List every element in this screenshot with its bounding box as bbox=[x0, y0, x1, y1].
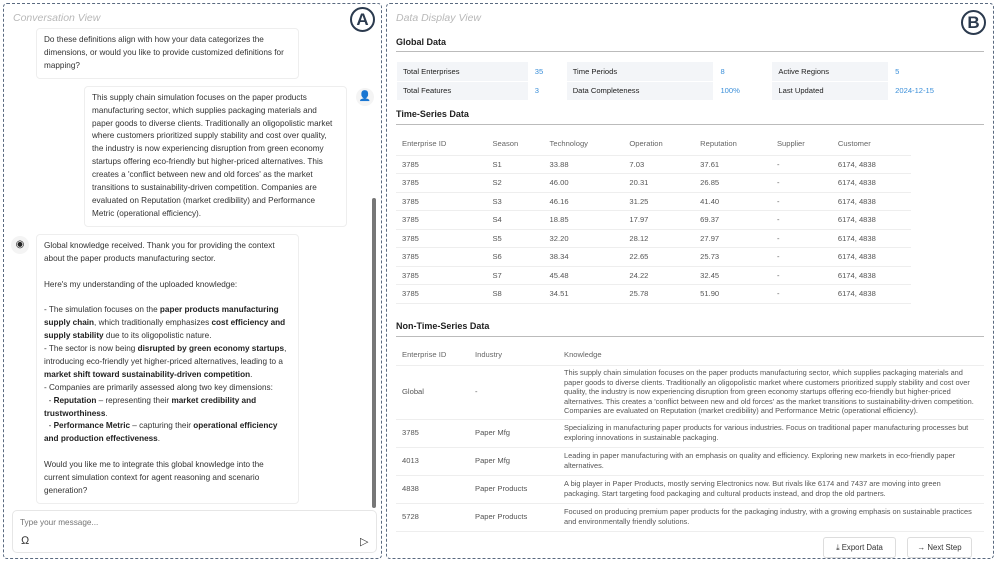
column-header: Customer bbox=[832, 133, 911, 155]
table-cell: 27.97 bbox=[694, 229, 771, 248]
table-cell: 17.97 bbox=[623, 211, 694, 230]
conversation-view bbox=[3, 3, 382, 559]
table-cell: Paper Mfg bbox=[469, 419, 558, 447]
user-icon: 👤 bbox=[356, 88, 374, 106]
table-cell: 6174, 4838 bbox=[832, 266, 911, 285]
table-row[interactable] bbox=[396, 503, 984, 531]
column-header: Reputation bbox=[694, 133, 771, 155]
table-cell: 69.37 bbox=[694, 211, 771, 230]
export-data-button[interactable] bbox=[823, 537, 896, 558]
table-cell: 6174, 4838 bbox=[832, 174, 911, 193]
assistant-message bbox=[36, 234, 299, 504]
stat-label: Total Features bbox=[397, 81, 529, 101]
column-header: Season bbox=[486, 133, 543, 155]
table-cell: S7 bbox=[486, 266, 543, 285]
table-cell: 6174, 4838 bbox=[832, 229, 911, 248]
table-cell: Leading in paper manufacturing with an emphasis on quality and efficiency. Exploring new markets in eco-friendly paper alternatives. bbox=[558, 447, 984, 475]
panel-title: Conversation View bbox=[13, 12, 101, 24]
table-cell: 46.16 bbox=[544, 192, 624, 211]
table-cell: 32.20 bbox=[544, 229, 624, 248]
message-text bbox=[44, 240, 291, 498]
user-message bbox=[84, 86, 347, 227]
table-cell: 6174, 4838 bbox=[832, 211, 911, 230]
bold-text: Performance Metric bbox=[53, 421, 131, 431]
table-cell: 46.00 bbox=[544, 174, 624, 193]
bold-text: paper products manufacturing supply chain bbox=[44, 305, 281, 328]
table-cell: 38.34 bbox=[544, 248, 624, 267]
stat-label: Data Completeness bbox=[566, 81, 714, 101]
table-cell: 26.85 bbox=[694, 174, 771, 193]
message-text: This supply chain simulation focuses on the paper products manufacturing sector, which supplies packaging materials and paper goods to diverse clients. Traditionally an oligopolistic market where customers prioritized supply stability and cost over quality, the industry is now experiencing disruption from green economy startups offering eco-friendly but higher-priced alternatives. This creates a 'conflict between new and old forces' as the market transitions to sustainability-driven competition. Companies are evaluated on Reputation (market credibility) and Performance Metric (operational efficiency). bbox=[92, 92, 335, 218]
table-cell: 45.48 bbox=[544, 266, 624, 285]
table-cell: Global bbox=[396, 365, 469, 419]
table-cell: Specializing in manufacturing paper products for various industries. Focus on traditional paper manufacturing processes but exploring innovations in sustainable packaging. bbox=[558, 419, 984, 447]
column-header: Enterprise ID bbox=[396, 133, 486, 155]
time-series-table bbox=[396, 133, 911, 304]
bold-text: market shift toward sustainability-driven competition bbox=[44, 369, 251, 379]
text-span: . - bbox=[48, 408, 108, 431]
time-series-scroll[interactable] bbox=[396, 133, 911, 314]
column-header: Operation bbox=[623, 133, 694, 155]
bold-text: cost efficiency and supply stability bbox=[44, 318, 288, 341]
stat-value: 35 bbox=[528, 62, 566, 82]
table-cell: 3785 bbox=[396, 248, 486, 267]
table-cell: 32.45 bbox=[694, 266, 771, 285]
table-row[interactable] bbox=[396, 285, 911, 304]
table-cell: 31.25 bbox=[623, 192, 694, 211]
column-header: Knowledge bbox=[558, 345, 984, 365]
table-cell: Paper Products bbox=[469, 475, 558, 503]
table-cell: - bbox=[771, 285, 832, 304]
table-row[interactable] bbox=[396, 192, 911, 211]
table-cell: - bbox=[771, 155, 832, 174]
table-cell: 3785 bbox=[396, 192, 486, 211]
column-header: Supplier bbox=[771, 133, 832, 155]
non-time-series-section bbox=[396, 345, 984, 558]
stat-value: 8 bbox=[714, 62, 772, 82]
stat-value: 5 bbox=[889, 62, 984, 82]
table-cell: 18.85 bbox=[544, 211, 624, 230]
send-icon[interactable]: ▷ bbox=[360, 536, 369, 548]
table-cell: 37.61 bbox=[694, 155, 771, 174]
table-cell: 4013 bbox=[396, 447, 469, 475]
table-cell: 51.90 bbox=[694, 285, 771, 304]
table-row[interactable] bbox=[396, 155, 911, 174]
download-icon: ⤓ bbox=[836, 542, 840, 552]
arrow-right-icon: → bbox=[917, 542, 926, 552]
table-cell: 22.65 bbox=[623, 248, 694, 267]
table-cell: A big player in Paper Products, mostly serving Electronics now. But rivals like 6174 and 7437 are moving into green packaging. Start targeting food packaging and cultural products instead, and drop the old partners. bbox=[558, 475, 984, 503]
text-span: . Would you like me to integrate this global knowledge into the current simulation context for agent reasoning and scenario generation? bbox=[44, 434, 264, 495]
next-step-button[interactable] bbox=[907, 537, 972, 558]
table-cell: S5 bbox=[486, 229, 543, 248]
text-span: – representing their bbox=[96, 395, 172, 405]
table-cell: 7.03 bbox=[623, 155, 694, 174]
message-input-box[interactable] bbox=[12, 510, 377, 553]
bold-text: disrupted by green economy startups bbox=[137, 344, 285, 354]
table-cell: 6174, 4838 bbox=[832, 248, 911, 267]
table-cell: - bbox=[771, 229, 832, 248]
table-cell: 28.12 bbox=[623, 229, 694, 248]
table-cell: 6174, 4838 bbox=[832, 192, 911, 211]
text-span: – capturing their bbox=[130, 421, 194, 431]
table-cell: 3785 bbox=[396, 155, 486, 174]
table-cell: 34.51 bbox=[544, 285, 624, 304]
data-display-view bbox=[386, 3, 994, 559]
panel-badge: A bbox=[350, 7, 375, 32]
table-row[interactable] bbox=[396, 447, 984, 475]
table-cell: 25.78 bbox=[623, 285, 694, 304]
assistant-message bbox=[36, 28, 299, 79]
user-message-row bbox=[4, 86, 372, 227]
table-cell: S3 bbox=[486, 192, 543, 211]
stat-label: Total Enterprises bbox=[397, 62, 529, 82]
table-cell: Paper Products bbox=[469, 503, 558, 531]
text-span: , introducing eco-friendly yet higher-priced alternatives, leading to a bbox=[44, 344, 289, 366]
table-cell: 20.31 bbox=[623, 174, 694, 193]
non-time-series-table bbox=[396, 345, 984, 532]
table-cell: - bbox=[771, 211, 832, 230]
action-buttons bbox=[396, 537, 984, 558]
text-span: due to its oligopolistic nature. - The sector is now being bbox=[44, 331, 212, 354]
table-row[interactable] bbox=[396, 365, 984, 419]
divider bbox=[396, 336, 984, 337]
table-cell: - bbox=[771, 248, 832, 267]
global-data-table bbox=[396, 61, 984, 101]
table-cell: 41.40 bbox=[694, 192, 771, 211]
table-cell: 4838 bbox=[396, 475, 469, 503]
button-label: Next Step bbox=[927, 542, 962, 552]
message-input[interactable] bbox=[20, 518, 350, 527]
divider bbox=[396, 51, 984, 52]
stat-value: 100% bbox=[714, 81, 772, 101]
table-cell: 3785 bbox=[396, 266, 486, 285]
table-cell: 3785 bbox=[396, 174, 486, 193]
bot-icon: ◉ bbox=[11, 236, 29, 254]
message-list[interactable] bbox=[4, 28, 381, 506]
table-cell: - bbox=[771, 192, 832, 211]
table-cell: 6174, 4838 bbox=[832, 285, 911, 304]
table-cell: Focused on producing premium paper products for the packaging industry, with a growing emphasis on sustainable practices and environmentally friendly solutions. bbox=[558, 503, 984, 531]
panel-badge: B bbox=[961, 10, 986, 35]
table-row[interactable] bbox=[396, 229, 911, 248]
assistant-message-row bbox=[4, 28, 369, 79]
column-header: Enterprise ID bbox=[396, 345, 469, 365]
table-row[interactable] bbox=[396, 475, 984, 503]
table-cell: 3785 bbox=[396, 211, 486, 230]
paperclip-icon[interactable]: Ω bbox=[21, 535, 30, 547]
section-title: Global Data bbox=[396, 37, 447, 47]
section-title: Non-Time-Series Data bbox=[396, 321, 490, 331]
table-cell: S1 bbox=[486, 155, 543, 174]
message-text: Do these definitions align with how your data categorizes the dimensions, or would you like to provide customized definitions for mapping? bbox=[44, 35, 287, 70]
table-cell: 3785 bbox=[396, 419, 469, 447]
stat-value: 3 bbox=[528, 81, 566, 101]
text-span: . - Companies are primarily assessed along two key dimensions: - bbox=[44, 369, 273, 405]
section-title: Time-Series Data bbox=[396, 109, 469, 119]
table-cell: - bbox=[771, 174, 832, 193]
table-cell: S4 bbox=[486, 211, 543, 230]
panel-header bbox=[4, 4, 381, 28]
bold-text: market credibility and trustworthiness bbox=[44, 395, 259, 418]
table-row[interactable] bbox=[396, 248, 911, 267]
table-cell: - bbox=[771, 266, 832, 285]
table-cell: S6 bbox=[486, 248, 543, 267]
global-row bbox=[397, 81, 984, 101]
stat-label: Last Updated bbox=[772, 81, 889, 101]
table-row[interactable] bbox=[396, 266, 911, 285]
stat-value: 2024-12-15 bbox=[889, 81, 984, 101]
divider bbox=[396, 124, 984, 125]
table-cell: 24.22 bbox=[623, 266, 694, 285]
stat-label: Time Periods bbox=[566, 62, 714, 82]
table-row[interactable] bbox=[396, 211, 911, 230]
table-cell: 3785 bbox=[396, 229, 486, 248]
table-cell: 33.88 bbox=[544, 155, 624, 174]
global-row bbox=[397, 62, 984, 82]
text-span: , which traditionally emphasizes bbox=[94, 318, 212, 328]
column-header: Technology bbox=[544, 133, 624, 155]
table-cell: 25.73 bbox=[694, 248, 771, 267]
table-cell: S8 bbox=[486, 285, 543, 304]
table-cell: 5728 bbox=[396, 503, 469, 531]
table-cell: - bbox=[469, 365, 558, 419]
assistant-message-row bbox=[4, 234, 369, 504]
bold-text: operational efficiency and production effectiveness bbox=[44, 421, 280, 444]
scrollbar[interactable] bbox=[372, 198, 376, 508]
table-cell: Paper Mfg bbox=[469, 447, 558, 475]
bold-text: Reputation bbox=[53, 395, 97, 405]
table-cell: 3785 bbox=[396, 285, 486, 304]
table-row[interactable] bbox=[396, 419, 984, 447]
table-cell: S2 bbox=[486, 174, 543, 193]
button-label: Export Data bbox=[841, 542, 883, 552]
table-row[interactable] bbox=[396, 174, 911, 193]
panel-title: Data Display View bbox=[396, 12, 482, 24]
table-cell: This supply chain simulation focuses on the paper products manufacturing sector, which supplies packaging materials and paper goods to diverse clients. Traditionally an oligopolistic market where customers prioritized supply stability and cost over quality, the industry is now experiencing disruption from green economy startups offering eco-friendly but higher-priced alternatives. This creates a 'conflict between new and old forces' as the market transitions to sustainability-driven competition. Companies are evaluated on Reputation (market credibility) and Performance Metric (operational efficiency). bbox=[558, 365, 984, 419]
stat-label: Active Regions bbox=[772, 62, 889, 82]
text-span: Global knowledge received. Thank you for providing the context about the paper products manufacturing sector. Here's my understanding of the uploaded knowledge: - The simulation focuses on the bbox=[44, 240, 275, 315]
table-cell: 6174, 4838 bbox=[832, 155, 911, 174]
column-header: Industry bbox=[469, 345, 558, 365]
